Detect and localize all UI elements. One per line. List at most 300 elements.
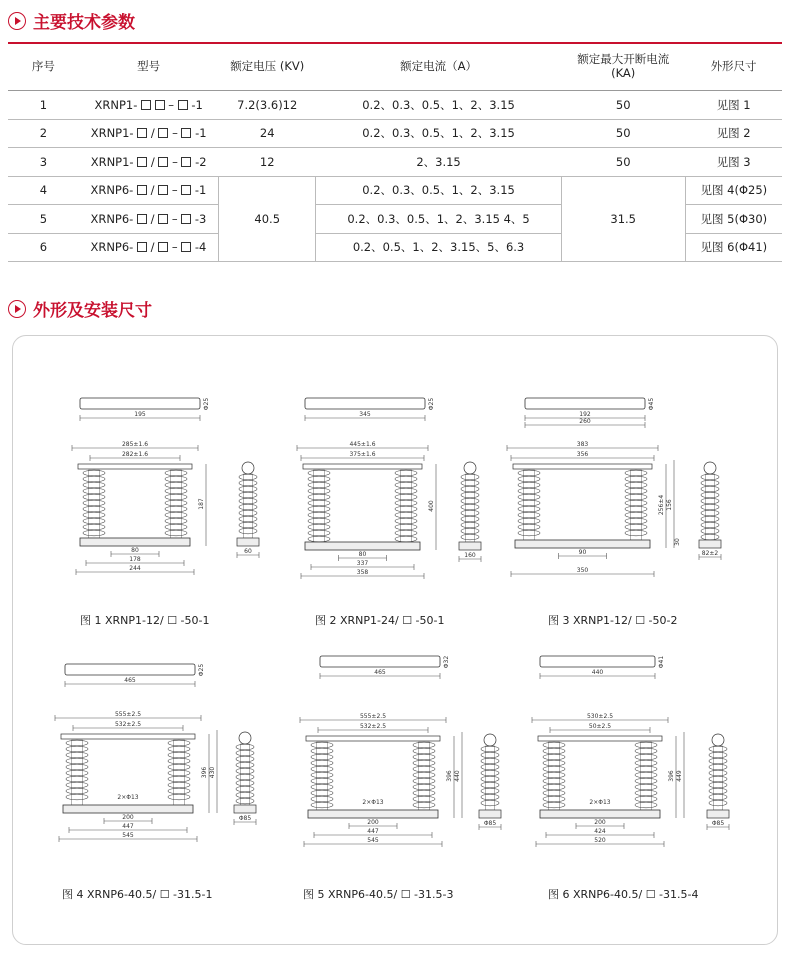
insulator-shed — [83, 476, 105, 482]
insulator-shed — [625, 524, 647, 530]
insulator-shed — [308, 488, 330, 494]
insulator-shed — [701, 474, 719, 480]
dim-tube-length-label: 440 — [591, 669, 604, 676]
figure-4-caption: 图 4 XRNP6-40.5/ ☐ -31.5-1 — [62, 888, 213, 901]
figure-6-drawing — [525, 650, 745, 864]
insulator-shed — [543, 754, 565, 760]
insulator-shed — [236, 774, 254, 780]
insulator-shed — [481, 758, 499, 764]
insulator-shed — [413, 790, 435, 796]
insulator-shed — [481, 776, 499, 782]
dim-tube-length-label: 465 — [124, 677, 136, 684]
insulator-left — [308, 470, 330, 542]
insulator-shed — [635, 778, 657, 784]
cell-breaking: 50 — [561, 119, 685, 148]
insulator-shed — [625, 530, 647, 536]
dim-tube-diameter: Φ25 — [428, 397, 435, 411]
dim-width-1-label: 530±2.5 — [586, 713, 614, 720]
fuse-tube-top-view — [525, 398, 645, 409]
insulator-shed — [481, 770, 499, 776]
insulator-shed — [635, 754, 657, 760]
cell-voltage: 7.2(3.6)12 — [219, 91, 316, 120]
dim-width-2-label: 375±1.6 — [349, 451, 376, 458]
model-tail: -2 — [195, 154, 207, 169]
insulator-shed — [311, 742, 333, 748]
fuse-tube-top-view — [305, 398, 425, 409]
insulator-shed — [635, 790, 657, 796]
insulator-shed — [709, 764, 727, 770]
insulator-shed — [461, 498, 479, 504]
figure-svg — [525, 650, 745, 860]
insulator-shed — [165, 476, 187, 482]
insulator-shed — [413, 742, 435, 748]
table-row — [8, 91, 782, 120]
insulator-shed — [308, 500, 330, 506]
insulator-shed — [239, 474, 257, 480]
insulator-shed — [66, 770, 88, 776]
dim-side-base-label: Φ85 — [238, 815, 252, 822]
figure-2-drawing — [290, 390, 490, 594]
cell-model: XRNP1- / – -1 — [79, 119, 219, 148]
insulator-shed — [311, 754, 333, 760]
insulator-shed — [308, 536, 330, 542]
side-base — [459, 542, 481, 550]
insulator-shed — [461, 516, 479, 522]
insulator-shed — [168, 764, 190, 770]
insulator-shed — [83, 512, 105, 518]
insulator-shed — [701, 486, 719, 492]
model-tail: -1 — [194, 183, 207, 198]
fuse-tube-top-view — [65, 664, 195, 675]
dim-mount-holes: 2×Φ13 — [117, 794, 139, 801]
dim-width-2-label: 50±2.5 — [588, 723, 612, 730]
dim-height-3-label: 30 — [674, 538, 681, 546]
cell-current: 2、3.15 — [316, 148, 561, 177]
section-title-dimensions — [8, 296, 152, 321]
insulator-side-view — [481, 746, 499, 810]
insulator-shed — [165, 494, 187, 500]
col-header-voltage: 额定电压 (KV) — [219, 42, 316, 91]
insulator-shed — [66, 776, 88, 782]
insulator-shed — [236, 792, 254, 798]
insulator-shed — [236, 762, 254, 768]
insulator-shed — [461, 534, 479, 540]
insulator-shed — [461, 480, 479, 486]
spec-table — [8, 42, 782, 262]
insulator-shed — [168, 770, 190, 776]
insulator-shed — [239, 486, 257, 492]
insulator-shed — [701, 516, 719, 522]
table-header-row — [8, 42, 782, 91]
mounting-base — [515, 540, 650, 548]
insulator-side-view — [701, 474, 719, 540]
model-tail: -1 — [191, 97, 203, 112]
insulator-shed — [518, 488, 540, 494]
insulator-shed — [239, 528, 257, 534]
insulator-shed — [635, 796, 657, 802]
insulator-shed — [461, 504, 479, 510]
insulator-left — [311, 742, 333, 810]
insulator-shed — [413, 802, 435, 808]
fuse-tube-front — [306, 736, 440, 741]
figure-6-caption: 图 6 XRNP6-40.5/ ☐ -31.5-4 — [548, 888, 699, 901]
side-base — [479, 810, 501, 818]
cell-size: 见图 3 — [685, 148, 782, 177]
model-prefix: XRNP6- — [90, 240, 134, 255]
insulator-shed — [481, 800, 499, 806]
cell-current: 0.2、0.3、0.5、1、2、3.15 — [316, 176, 561, 205]
insulator-shed — [66, 758, 88, 764]
insulator-shed — [239, 510, 257, 516]
insulator-shed — [236, 756, 254, 762]
insulator-shed — [165, 482, 187, 488]
dim-width-2-label: 532±2.5 — [114, 721, 142, 728]
insulator-shed — [635, 748, 657, 754]
fuse-tube-top-view — [80, 398, 200, 409]
fuse-tube-end-view — [704, 462, 716, 474]
figure-5-caption: 图 5 XRNP6-40.5/ ☐ -31.5-3 — [303, 888, 454, 901]
dim-height-label: 400 — [428, 500, 435, 512]
insulator-shed — [395, 524, 417, 530]
insulator-shed — [83, 524, 105, 530]
insulator-shed — [709, 800, 727, 806]
insulator-shed — [413, 754, 435, 760]
dim-base-1-label: 200 — [367, 819, 379, 826]
section-title-dimensions-text: 外形及安装尺寸 — [33, 301, 152, 321]
insulator-shed — [83, 482, 105, 488]
dim-base-1-label: 200 — [122, 814, 134, 821]
dim-width-2-label: 532±2.5 — [359, 723, 387, 730]
insulator-shed — [165, 524, 187, 530]
cell-no: 4 — [8, 176, 79, 205]
dim-base-3-label: 350 — [576, 567, 589, 574]
cell-voltage: 24 — [219, 119, 316, 148]
dim-base-3-label: 520 — [594, 837, 606, 844]
fuse-tube-front — [303, 464, 422, 469]
insulator-shed — [625, 470, 647, 476]
insulator-shed — [461, 510, 479, 516]
dim-width-1-label: 555±2.5 — [114, 711, 142, 718]
col-header-no: 序号 — [8, 42, 79, 91]
insulator-shed — [413, 796, 435, 802]
insulator-shed — [709, 776, 727, 782]
fuse-tube-top-view — [540, 656, 655, 667]
insulator-shed — [236, 798, 254, 804]
insulator-shed — [518, 482, 540, 488]
insulator-shed — [395, 536, 417, 542]
insulator-left — [518, 470, 540, 540]
insulator-shed — [635, 802, 657, 808]
insulator-shed — [236, 750, 254, 756]
insulator-shed — [168, 794, 190, 800]
insulator-shed — [543, 760, 565, 766]
insulator-shed — [625, 482, 647, 488]
model-tail: -4 — [194, 240, 207, 255]
insulator-shed — [311, 760, 333, 766]
cell-breaking-merged: 31.5 — [561, 176, 685, 262]
col-header-breaking-line2: (KA) — [611, 66, 636, 80]
insulator-shed — [625, 488, 647, 494]
fuse-tube-front — [61, 734, 195, 739]
fuse-tube-end-view — [464, 462, 476, 474]
dim-height-label: 256±4 — [658, 494, 665, 516]
insulator-shed — [168, 782, 190, 788]
figure-2-caption: 图 2 XRNP1-24/ ☐ -50-1 — [315, 614, 445, 627]
insulator-shed — [518, 470, 540, 476]
insulator-shed — [543, 790, 565, 796]
cell-no: 1 — [8, 91, 79, 120]
insulator-shed — [701, 528, 719, 534]
insulator-shed — [625, 500, 647, 506]
insulator-shed — [625, 506, 647, 512]
dim-height-2-label: 449 — [676, 770, 683, 782]
side-base — [237, 538, 259, 546]
insulator-shed — [543, 796, 565, 802]
figure-svg — [290, 650, 510, 860]
insulator-shed — [481, 746, 499, 752]
side-base — [699, 540, 721, 548]
insulator-shed — [395, 488, 417, 494]
insulator-shed — [165, 488, 187, 494]
insulator-shed — [543, 802, 565, 808]
cell-model: XRNP6- / – -1 — [79, 176, 219, 205]
insulator-shed — [311, 784, 333, 790]
insulator-shed — [311, 802, 333, 808]
insulator-shed — [395, 470, 417, 476]
figure-svg — [290, 390, 490, 590]
dim-base-3-label: 244 — [129, 565, 141, 572]
dim-base-2-label: 178 — [129, 556, 141, 563]
insulator-shed — [625, 518, 647, 524]
cell-size: 见图 5(Φ30) — [685, 205, 782, 234]
dim-tube-diameter: Φ25 — [203, 397, 210, 411]
insulator-shed — [413, 778, 435, 784]
section-title-specs-text: 主要技术参数 — [33, 13, 135, 33]
dim-base-2-label: 337 — [356, 560, 369, 567]
figure-svg — [505, 390, 735, 590]
insulator-shed — [625, 476, 647, 482]
dim-base-3-label: 358 — [356, 569, 369, 576]
insulator-shed — [709, 758, 727, 764]
insulator-shed — [395, 530, 417, 536]
insulator-shed — [308, 518, 330, 524]
cell-voltage: 12 — [219, 148, 316, 177]
insulator-shed — [66, 752, 88, 758]
dim-base-3-label: 545 — [367, 837, 379, 844]
dim-side-base-label: 60 — [244, 548, 252, 555]
insulator-shed — [66, 746, 88, 752]
fuse-tube-top-view — [320, 656, 440, 667]
cell-size: 见图 6(Φ41) — [685, 233, 782, 262]
insulator-left — [543, 742, 565, 810]
insulator-shed — [461, 474, 479, 480]
insulator-shed — [461, 528, 479, 534]
section-title-specs — [8, 8, 135, 33]
insulator-shed — [395, 494, 417, 500]
insulator-right — [413, 742, 435, 810]
insulator-shed — [709, 770, 727, 776]
insulator-shed — [461, 486, 479, 492]
insulator-shed — [308, 470, 330, 476]
insulator-shed — [518, 500, 540, 506]
mounting-base — [540, 810, 660, 818]
insulator-shed — [543, 748, 565, 754]
dim-side-base-label: Φ85 — [483, 820, 497, 827]
insulator-shed — [481, 788, 499, 794]
insulator-shed — [236, 786, 254, 792]
cell-current: 0.2、0.3、0.5、1、2、3.15 — [316, 119, 561, 148]
insulator-shed — [83, 470, 105, 476]
insulator-shed — [311, 766, 333, 772]
insulator-side-view — [461, 474, 479, 542]
cell-voltage-merged: 40.5 — [219, 176, 316, 262]
insulator-side-view — [239, 474, 257, 538]
insulator-shed — [165, 470, 187, 476]
insulator-shed — [543, 766, 565, 772]
insulator-shed — [709, 794, 727, 800]
dim-width-1-label: 555±2.5 — [359, 713, 387, 720]
insulator-shed — [413, 748, 435, 754]
insulator-shed — [543, 772, 565, 778]
dim-base-1-label: 80 — [131, 547, 139, 554]
mounting-base — [305, 542, 420, 550]
fuse-tube-front — [513, 464, 652, 469]
model-prefix: XRNP1- — [94, 97, 138, 112]
insulator-shed — [518, 512, 540, 518]
insulator-shed — [236, 780, 254, 786]
insulator-shed — [395, 476, 417, 482]
mounting-base — [308, 810, 438, 818]
insulator-shed — [83, 530, 105, 536]
insulator-shed — [518, 494, 540, 500]
cell-current: 0.2、0.3、0.5、1、2、3.15 4、5 — [316, 205, 561, 234]
insulator-shed — [83, 500, 105, 506]
cell-size: 见图 1 — [685, 91, 782, 120]
dim-base-1-label: 80 — [358, 551, 367, 558]
model-tail: -1 — [195, 126, 207, 141]
figure-3-caption: 图 3 XRNP1-12/ ☐ -50-2 — [548, 614, 678, 627]
insulator-shed — [168, 758, 190, 764]
insulator-shed — [709, 752, 727, 758]
dim-base-2-label: 424 — [594, 828, 606, 835]
insulator-shed — [239, 480, 257, 486]
insulator-shed — [635, 760, 657, 766]
col-header-breaking-line1: 额定最大开断电流 — [577, 51, 670, 66]
insulator-shed — [165, 506, 187, 512]
dim-base-2-label: 447 — [122, 823, 134, 830]
model-prefix: XRNP1- — [90, 154, 134, 169]
insulator-shed — [239, 522, 257, 528]
insulator-shed — [165, 512, 187, 518]
dim-tube-length-label: 192 — [579, 411, 591, 418]
cell-model: XRNP6- / – -3 — [79, 205, 219, 234]
cell-no: 6 — [8, 233, 79, 262]
mounting-base — [80, 538, 190, 546]
dim-height-label: 396 — [446, 770, 453, 782]
cell-model: XRNP1- – -1 — [79, 91, 219, 120]
col-header-breaking — [561, 42, 685, 91]
table-row — [8, 176, 782, 205]
dim-tube-length-2-label: 260 — [579, 418, 591, 425]
dim-width-1-label: 445±1.6 — [349, 441, 376, 448]
dim-height-label: 396 — [668, 770, 675, 782]
insulator-right — [165, 470, 187, 538]
cell-breaking: 50 — [561, 148, 685, 177]
insulator-shed — [168, 788, 190, 794]
dim-side-base-label: 160 — [464, 552, 476, 559]
insulator-shed — [701, 492, 719, 498]
dim-height-label: 396 — [201, 766, 208, 779]
fuse-tube-end-view — [484, 734, 496, 746]
insulator-shed — [709, 788, 727, 794]
insulator-shed — [413, 766, 435, 772]
fuse-tube-front — [538, 736, 662, 741]
insulator-shed — [165, 500, 187, 506]
insulator-shed — [165, 530, 187, 536]
side-base — [707, 810, 729, 818]
insulator-shed — [461, 522, 479, 528]
fuse-tube-end-view — [239, 732, 251, 744]
insulator-shed — [635, 766, 657, 772]
insulator-shed — [518, 506, 540, 512]
insulator-right — [395, 470, 417, 542]
dim-width-2-label: 282±1.6 — [121, 451, 149, 458]
insulator-shed — [481, 764, 499, 770]
insulator-shed — [83, 518, 105, 524]
dim-side-base-label: 82±2 — [701, 550, 719, 557]
insulator-shed — [543, 742, 565, 748]
figure-4-drawing — [55, 650, 265, 864]
insulator-shed — [308, 482, 330, 488]
cell-breaking: 50 — [561, 91, 685, 120]
dim-base-1-label: 200 — [594, 819, 606, 826]
table-row — [8, 148, 782, 177]
dim-tube-length-label: 345 — [359, 411, 371, 418]
cell-no: 3 — [8, 148, 79, 177]
insulator-shed — [395, 500, 417, 506]
dim-tube-length-label: 465 — [374, 669, 386, 676]
insulator-shed — [168, 776, 190, 782]
insulator-shed — [239, 516, 257, 522]
insulator-right — [168, 740, 190, 805]
col-header-current: 额定电流（A） — [316, 42, 561, 91]
dim-base-2-label: 447 — [367, 828, 379, 835]
insulator-right — [635, 742, 657, 810]
insulator-shed — [625, 512, 647, 518]
insulator-shed — [83, 488, 105, 494]
insulator-shed — [311, 778, 333, 784]
insulator-shed — [236, 744, 254, 750]
insulator-shed — [168, 752, 190, 758]
insulator-shed — [168, 746, 190, 752]
cell-model: XRNP1- / – -2 — [79, 148, 219, 177]
dim-height-2-label: 440 — [454, 770, 461, 782]
insulator-shed — [413, 760, 435, 766]
dim-height-label: 187 — [198, 498, 205, 510]
insulator-shed — [239, 498, 257, 504]
dim-side-base-label: Φ85 — [711, 820, 725, 827]
insulator-side-view — [709, 746, 727, 810]
dim-height-2-label: 430 — [209, 766, 216, 779]
insulator-shed — [395, 518, 417, 524]
dim-width-1-label: 285±1.6 — [121, 441, 149, 448]
insulator-shed — [66, 794, 88, 800]
insulator-shed — [311, 772, 333, 778]
insulator-shed — [709, 746, 727, 752]
insulator-shed — [239, 492, 257, 498]
dim-mount-holes: 2×Φ13 — [589, 799, 611, 806]
insulator-shed — [635, 784, 657, 790]
